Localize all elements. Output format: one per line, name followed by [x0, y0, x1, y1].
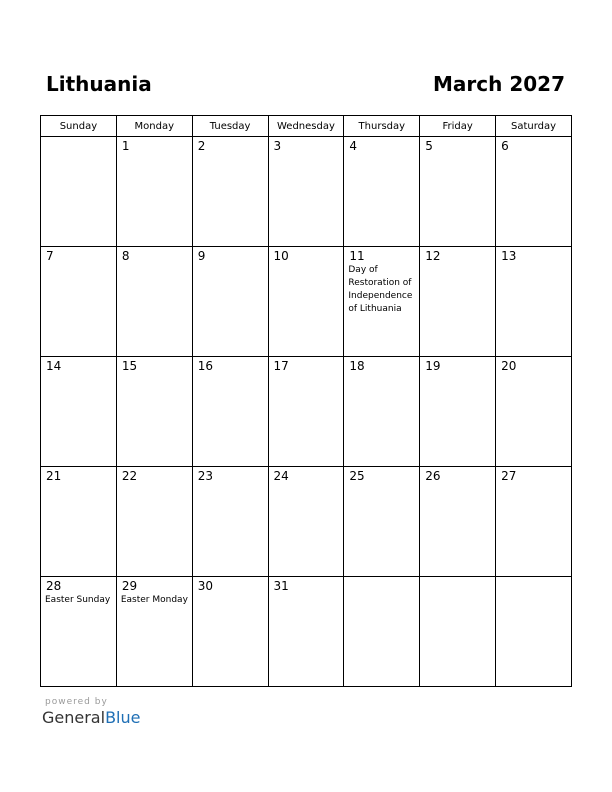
day-cell: [420, 577, 496, 687]
day-cell: [192, 247, 268, 357]
holiday-label: Easter Sunday: [45, 595, 111, 605]
logo-general-text: General: [42, 708, 106, 727]
week-row: [41, 467, 572, 577]
generalblue-logo: [42, 708, 140, 727]
day-cell: [268, 247, 344, 357]
day-cell: [268, 357, 344, 467]
day-number: 9: [197, 249, 206, 263]
week-row: [41, 137, 572, 247]
day-cell: [420, 247, 496, 357]
day-number: 31: [273, 579, 289, 593]
weekday-header-row: [41, 116, 572, 137]
day-cell: [116, 577, 192, 687]
day-cell: [344, 247, 420, 357]
day-number: 19: [425, 359, 441, 373]
month-year-title: March 2027: [433, 72, 565, 96]
day-number: 11: [349, 249, 365, 263]
week-row: [41, 357, 572, 467]
day-cell: [496, 577, 572, 687]
day-cell: [420, 467, 496, 577]
day-number: 1: [121, 139, 130, 153]
day-cell: [496, 467, 572, 577]
day-cell: [41, 577, 117, 687]
day-number: 29: [121, 579, 138, 593]
weekday-header: Saturday: [496, 116, 572, 137]
day-number: 23: [197, 469, 213, 483]
calendar-body: [41, 137, 572, 687]
day-cell: [344, 357, 420, 467]
day-cell: [116, 247, 192, 357]
day-number: 18: [349, 359, 365, 373]
day-cell: [496, 357, 572, 467]
day-number: 28: [46, 579, 62, 593]
day-number: 12: [425, 249, 441, 263]
day-cell: [116, 467, 192, 577]
holiday-label: Day of Restoration of Independence of Lithuania: [348, 265, 413, 314]
day-cell: [420, 357, 496, 467]
day-number: 3: [273, 139, 282, 153]
day-number: [496, 577, 571, 580]
country-title: Lithuania: [46, 72, 152, 96]
day-cell: [268, 467, 344, 577]
day-number: 27: [501, 469, 517, 483]
day-number: 26: [425, 469, 441, 483]
day-number: 16: [197, 359, 213, 373]
day-cell: [344, 467, 420, 577]
day-number: 20: [501, 359, 517, 373]
day-cell: [41, 467, 117, 577]
day-cell: [268, 137, 344, 247]
day-cell: [192, 357, 268, 467]
weekday-header: Friday: [420, 116, 496, 137]
day-cell: [41, 137, 117, 247]
day-cell: [496, 247, 572, 357]
logo-blue-text: Blue: [105, 708, 141, 727]
day-cell: [268, 577, 344, 687]
day-cell: [116, 137, 192, 247]
day-number: 10: [273, 249, 289, 263]
day-number: 5: [425, 139, 433, 153]
day-number: 6: [501, 139, 509, 153]
day-cell: [344, 577, 420, 687]
day-cell: [116, 357, 192, 467]
day-cell: [41, 247, 117, 357]
week-row: [41, 577, 572, 687]
weekday-header: Thursday: [344, 116, 420, 137]
day-number: 8: [121, 249, 130, 263]
day-number: 22: [121, 469, 138, 483]
calendar-grid: [40, 115, 572, 687]
powered-by-text: powered by: [45, 697, 108, 707]
day-cell: [496, 137, 572, 247]
weekday-header: Tuesday: [192, 116, 268, 137]
day-number: 30: [197, 579, 213, 593]
day-number: 2: [197, 139, 206, 153]
day-number: 15: [121, 359, 138, 373]
day-number: 17: [273, 359, 289, 373]
day-cell: [192, 577, 268, 687]
day-number: 14: [46, 359, 62, 373]
day-number: 7: [46, 249, 54, 263]
day-number: 24: [273, 469, 289, 483]
weekday-header: Monday: [116, 116, 192, 137]
holiday-label: Easter Monday: [120, 595, 188, 605]
weekday-header: Sunday: [41, 116, 117, 137]
day-number: 13: [501, 249, 517, 263]
day-cell: [420, 137, 496, 247]
day-number: 4: [349, 139, 358, 153]
day-number: [420, 577, 495, 580]
day-number: [41, 137, 116, 140]
day-cell: [192, 467, 268, 577]
week-row: [41, 247, 572, 357]
day-cell: [41, 357, 117, 467]
day-number: [344, 577, 419, 580]
weekday-header: Wednesday: [268, 116, 344, 137]
day-number: 25: [349, 469, 365, 483]
day-cell: [192, 137, 268, 247]
day-number: 21: [46, 469, 62, 483]
day-cell: [344, 137, 420, 247]
